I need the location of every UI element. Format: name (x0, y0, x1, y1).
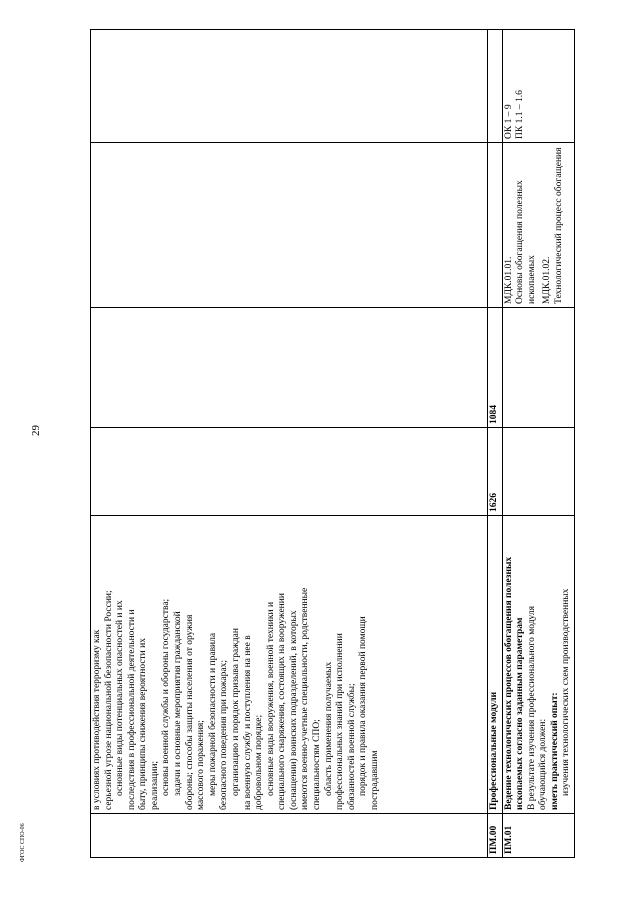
pm01-line-2: обучающийся должен: (538, 718, 549, 810)
description-line: обязанностей военной службы; (346, 683, 357, 810)
description-line: безопасного поведения при пожарах; (219, 660, 230, 810)
cell-index (91, 814, 488, 858)
description-line: серьезной угрозе национальной безопасности России; (103, 590, 114, 810)
cell-max-load (91, 428, 488, 516)
description-line: основные виды потенциальных опасностей и их (115, 600, 126, 796)
description-line: порядок и правила оказания первой помощи (358, 616, 369, 796)
mdk-01-01-name: Основы обогащения полезных ископаемых (515, 180, 537, 304)
cell-mdk (91, 143, 488, 308)
pm01-description (502, 516, 574, 814)
description-line: специального снаряжения, состоящих на вооружении (277, 593, 288, 810)
table-row-pm01 (502, 30, 574, 858)
description-line: специальностям СПО; (311, 719, 322, 810)
pm01-required-load (502, 308, 574, 428)
pm00-mdk (488, 143, 503, 308)
description-line: быту, принципы снижения вероятности их (138, 638, 149, 810)
description-line: добровольном порядке; (254, 714, 265, 810)
description-line: основные виды вооружения, военной техники и (265, 601, 276, 796)
description-line: (оснащении) воинских подразделений, в которых (288, 610, 299, 810)
description-line: реализации; (149, 760, 160, 810)
description-line: последствия в профессиональной деятельности и (126, 609, 137, 810)
page-number: 29 (30, 425, 42, 436)
description-line: профессиональных знаний при исполнении (335, 633, 346, 810)
description-line: в условиях противодействия терроризму как (92, 629, 102, 810)
curriculum-table-rotated (90, 30, 572, 858)
description-line: меры пожарной безопасности и правила (207, 632, 218, 796)
description-line: массового поражения; (196, 720, 207, 810)
description-line: пострадавшим (369, 750, 380, 810)
mdk-01-02-name: Технологический процесс обогащения (553, 147, 564, 304)
pm01-experience-label: иметь практический опыт: (549, 692, 560, 810)
pm01-index: ПМ.01 (502, 814, 574, 858)
mdk-01-01-code: МДК.01.01. (503, 256, 514, 304)
cell-competencies (91, 30, 488, 143)
description-line: на военную службу и поступления на нее в (242, 635, 253, 810)
description-line: обороны; способы защиты населения от оружия (184, 614, 195, 810)
pm00-title: Профессиональные модули (488, 516, 503, 814)
competency-ok: ОК 1 – 9 (503, 104, 514, 139)
table-row-pm00 (488, 30, 503, 858)
competency-pk: ПК 1.1 – 1.6 (515, 90, 526, 139)
pm01-experience-text: изучения технологических схем производственных (561, 588, 572, 796)
pm01-mdk (502, 143, 574, 308)
mdk-01-02-code: МДК.01.02. (542, 256, 553, 304)
description-line: основы военной службы и обороны государства; (161, 598, 172, 796)
pm00-index: ПМ.00 (488, 814, 503, 858)
pm01-title: Ведение технологических процессов обогащения полезных ископаемых согласно заданным параметрам (503, 556, 526, 810)
pm00-max-load: 1626 (488, 428, 503, 516)
pm01-max-load (502, 428, 574, 516)
description-line: область применения получаемых (323, 661, 334, 796)
document-footer: ФГОС СПО-06 (20, 823, 26, 862)
pm00-required-load: 1084 (488, 308, 503, 428)
pm01-line-1: В результате изучения профессионального модуля (526, 606, 537, 810)
curriculum-table (90, 29, 575, 858)
pm00-competencies (488, 30, 503, 143)
pm01-competencies (502, 30, 574, 143)
table-row-continuation (91, 30, 488, 858)
description-line: организацию и порядок призыва граждан (230, 628, 241, 796)
cell-description (91, 516, 488, 814)
cell-required-load (91, 308, 488, 428)
description-line: задачи и основные мероприятия гражданской (173, 611, 184, 796)
description-line: имеются военно-учетные специальности, родственные (300, 587, 311, 810)
